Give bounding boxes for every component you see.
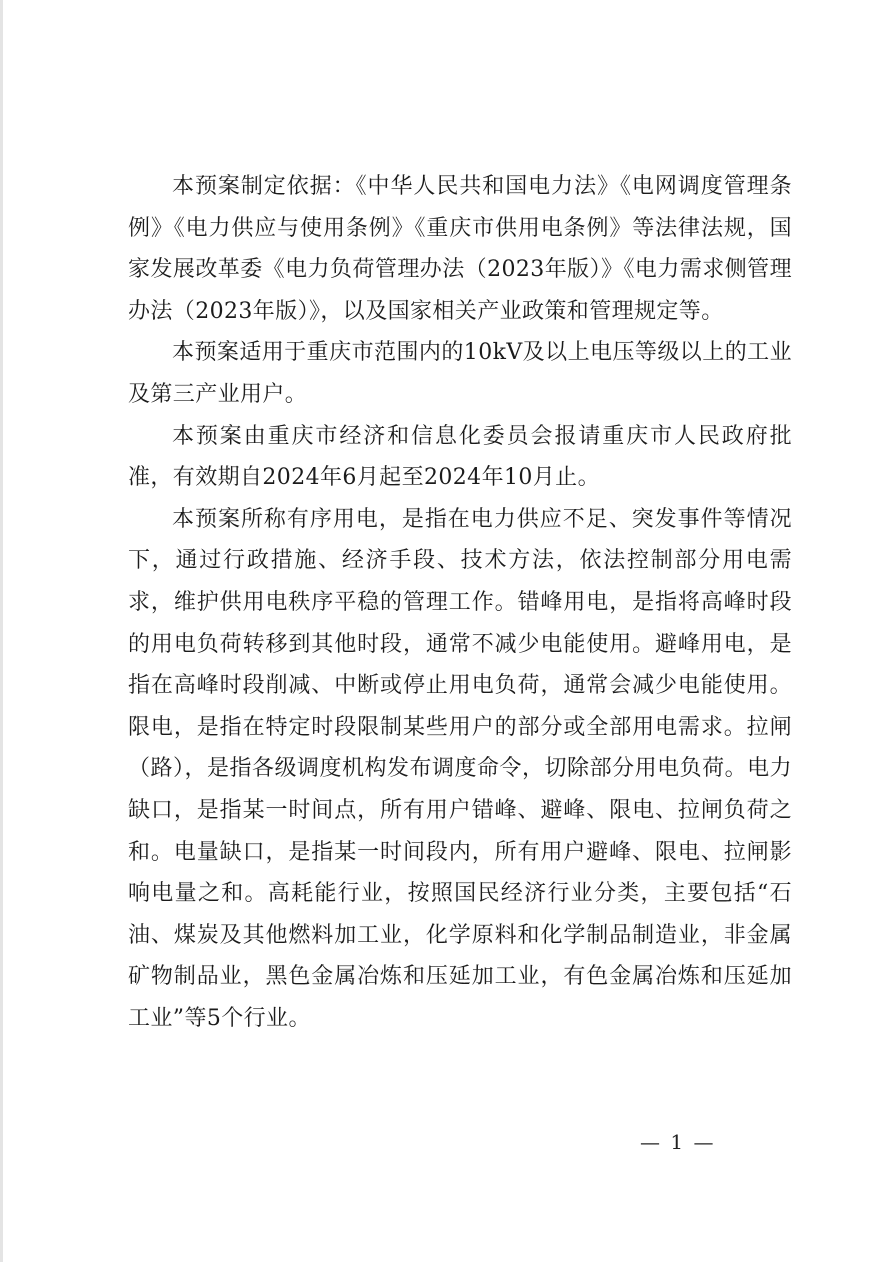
paragraph-basis: 本预案制定依据：《中华人民共和国电力法》《电网调度管理条例》《电力供应与使用条例》《重庆市供用电条例》等法律法规，国家发展改革委《电力负荷管理办法（2023年版）》《电力需求侧管理办法（2023年版）》，以及国家相关产业政策和管理规定等。 [128, 174, 792, 324]
page-edge [0, 0, 3, 1262]
paragraph-scope: 本预案适用于重庆市范围内的10kV及以上电压等级以上的工业及第三产业用户。 [128, 340, 792, 407]
paragraph-validity: 本预案由重庆市经济和信息化委员会报请重庆市人民政府批准，有效期自2024年6月起至2024年10月止。 [128, 423, 792, 491]
page-number: — 1 — [640, 1130, 716, 1154]
document-body [128, 166, 792, 1039]
paragraph-definitions: 本预案所称有序用电，是指在电力供应不足、突发事件等情况下，通过行政措施、经济手段、技术方法，依法控制部分用电需求，维护供用电秩序平稳的管理工作。错峰用电，是指将高峰时段的用电负荷转移到其他时段，通常不减少电能使用。避峰用电，是指在高峰时段削减、中断或停止用电负荷，通常会减少电能使用。限电，是指在特定时段限制某些用户的部分或全部用电需求。拉闸（路），是指各级调度机构发布调度命令，切除部分用电负荷。电力缺口，是指某一时间点，所有用户错峰、避峰、限电、拉闸负荷之和。电量缺口，是指某一时间段内，所有用户避峰、限电、拉闸影响电量之和。高耗能行业，按照国民经济行业分类，主要包括“石油、煤炭及其他燃料加工业，化学原料和化学制品制造业，非金属矿物制品业，黑色金属冶炼和压延加工业，有色金属冶炼和压延加工业”等5个行业。 [128, 506, 792, 1031]
